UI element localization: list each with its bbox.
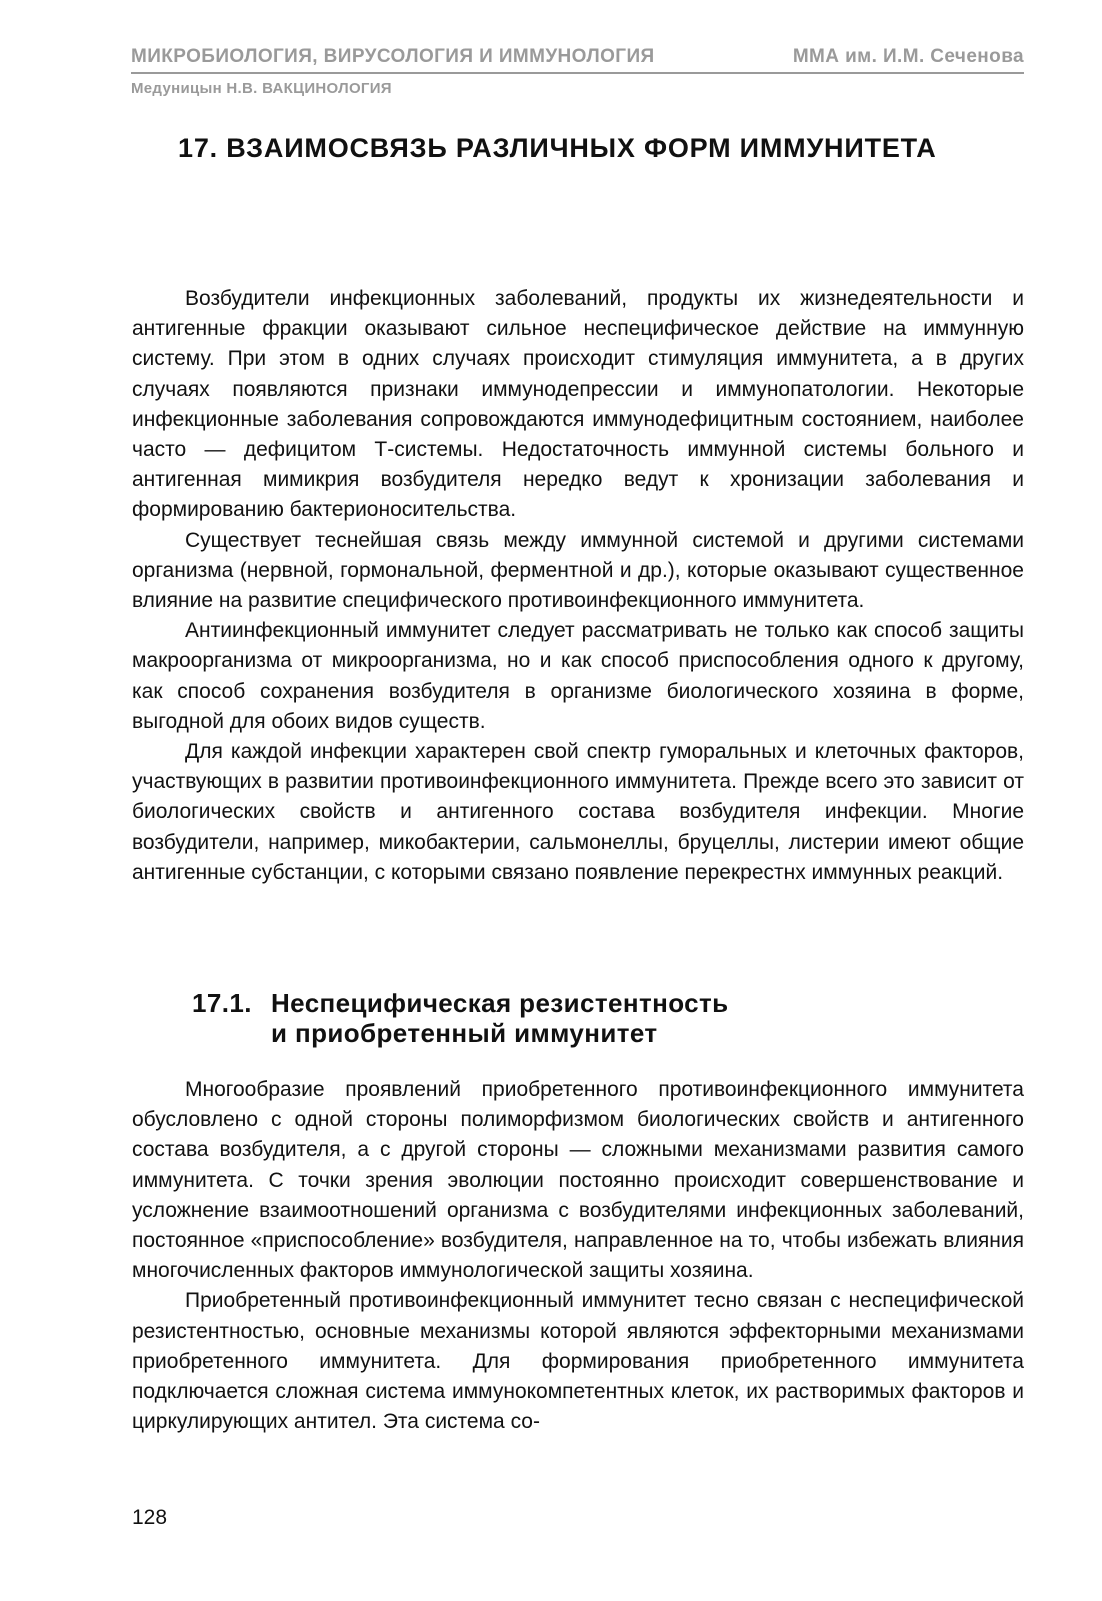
- running-header: [131, 46, 1024, 74]
- section-title-line-2: и приобретенный иммунитет: [271, 1018, 658, 1048]
- chapter-title: 17. ВЗАИМОСВЯЗЬ РАЗЛИЧНЫХ ФОРМ ИММУНИТЕТА: [178, 133, 937, 163]
- paragraph: Возбудители инфекционных заболеваний, продукты их жизнедеятельности и антигенные фракции оказывают сильное неспецифическое действие на иммунную систему. При этом в одних случаях происходит стимуляция иммунитета, а в других случаях появляются признаки иммунодепрессии и иммунопатологии. Некоторые инфекционные заболевания сопровождаются иммунодефицитным состоянием, наиболее часто — дефицитом Т-системы. Недостаточность иммунной системы больного и антигенная мимикрия возбудителя нередко ведут к хронизации заболевания и формированию бактерионосительства.: [132, 287, 1024, 522]
- paragraph: Многообразие проявлений приобретенного противоинфекционного иммунитета обусловлено с одной стороны полиморфизмом биологических свойств и антигенного состава возбудителя, а с другой стороны — сложными механизмами развития самого иммунитета. С точки зрения эволюции постоянно происходит совершенствование и усложнение взаимоотношений организма с возбудителями инфекционных заболеваний, постоянное «приспособление» возбудителя, направленное на то, чтобы избежать влияния многочисленных факторов иммунологической защиты хозяина.: [132, 1078, 1024, 1283]
- paragraph: Существует теснейшая связь между иммунной системой и другими системами организма (нервной, гормональной, ферментной и др.), которые оказывают существенное влияние на развитие специфического противоинфекционного иммунитета.: [132, 528, 1024, 613]
- paragraph: Для каждой инфекции характерен свой спектр гуморальных и клеточных факторов, участвующих в развитии противоинфекционного иммунитета. Прежде всего это зависит от биологических свойств и антигенного состава возбудителя инфекции. Многие возбудители, например, микобактерии, сальмонеллы, бруцеллы, листерии имеют общие антигенные субстанции, с которыми связано появление перекрестнх иммунных реакций.: [132, 740, 1024, 884]
- section-title-line-1: Неспецифическая резистентность: [271, 988, 729, 1018]
- body-block-2: [132, 1075, 1024, 1437]
- paragraph: Антиинфекционный иммунитет следует рассматривать не только как способ защиты макроорганизма от микроорганизма, но и как способ приспособления одного к другому, как способ сохранения возбудителя в организме биологического хозяина в форме, выгодной для обоих видов существ.: [132, 619, 1024, 733]
- paragraph: Приобретенный противоинфекционный иммунитет тесно связан с неспецифической резистентностью, основные механизмы которой являются эффекторными механизмами приобретенного иммунитета. Для формирования приобретенного иммунитета подключается сложная система иммунокомпетентных клеток, их растворимых факторов и циркулирующих антител. Эта система со-: [132, 1289, 1024, 1434]
- section-title: [192, 988, 992, 1048]
- header-author-title: Медуницын Н.В. ВАКЦИНОЛОГИЯ: [131, 80, 392, 97]
- header-book-title: МИКРОБИОЛОГИЯ, ВИРУСОЛОГИЯ И ИММУНОЛОГИЯ: [131, 46, 655, 67]
- body-block-1: [132, 284, 1024, 888]
- header-publisher: ММА им. И.М. Сеченова: [792, 46, 1024, 67]
- section-number: 17.1.: [192, 988, 252, 1018]
- page-number: 128: [132, 1506, 168, 1529]
